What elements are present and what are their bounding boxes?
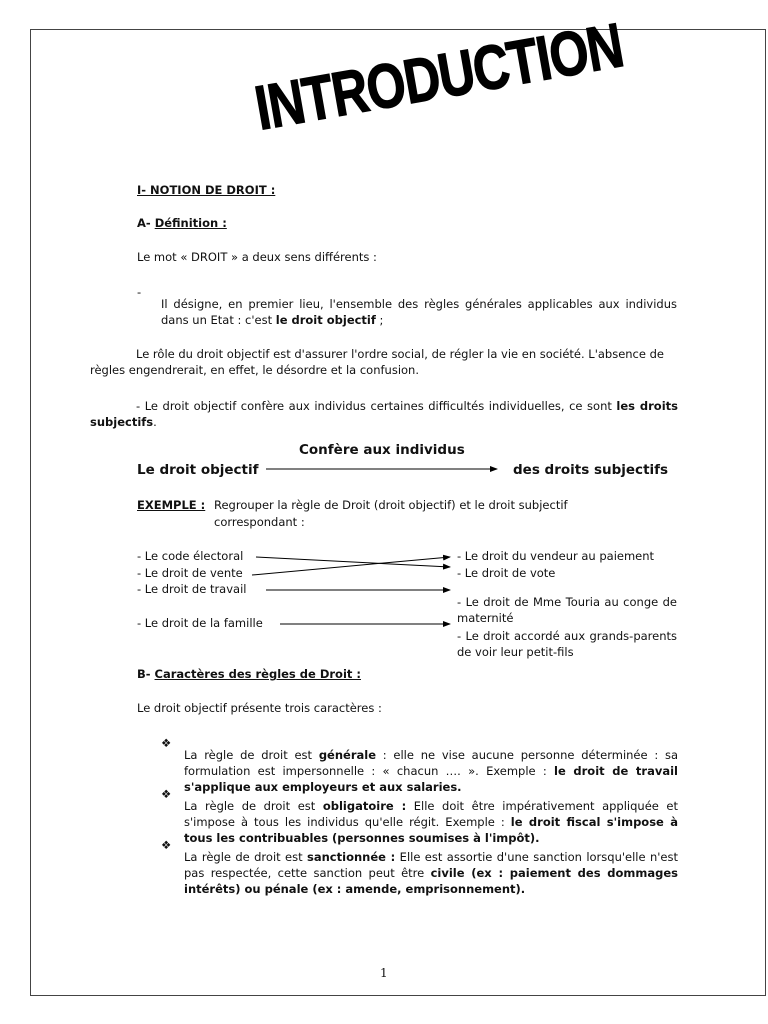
page-number: 1	[380, 966, 388, 980]
example-left-item: - Le droit de travail	[137, 582, 247, 596]
diamond-bullet-icon: ❖	[161, 838, 172, 852]
paragraph-4: - Le droit objectif confère aux individus certaines difficultés individuelles, ce sont les droits subjectifs.	[90, 398, 678, 429]
bullet-item: La règle de droit est sanctionnée : Elle est assortie d'une sanction lorsqu'elle n'est pas respectée, cette sanction peut être civile (ex : paiement des dommages intérêts) ou pénale (ex : amende, emprisonnement).	[184, 849, 678, 896]
example-right-item: - Le droit du vendeur au paiement	[457, 549, 655, 563]
paragraph-2: Il désigne, en premier lieu, l'ensemble des règles générales applicables aux individus dans un Etat : c'est le droit objectif ;	[161, 296, 677, 327]
diamond-bullet-icon: ❖	[161, 787, 172, 801]
example-line-2: correspondant :	[214, 515, 305, 529]
example-right-item: - Le droit accordé aux grands-parents de voir leur petit-fils	[457, 628, 677, 659]
subsection-b-heading: B- Caractères des règles de Droit :	[137, 667, 361, 681]
page-title: INTRODUCTION	[249, 10, 628, 144]
subsection-a-heading: A- Définition :	[137, 216, 227, 230]
paragraph-1: Le mot « DROIT » a deux sens différents :	[137, 250, 377, 264]
arrow-droit-vente	[252, 557, 450, 575]
diamond-bullet-icon: ❖	[161, 736, 172, 750]
paragraph-3: Le rôle du droit objectif est d'assurer l'ordre social, de régler la vie en société. L'absence de règles engendrerait, en effet, le désordre et la confusion.	[90, 346, 664, 377]
schema-left-label: Le droit objectif	[137, 462, 259, 478]
example-line-1: Regrouper la règle de Droit (droit objectif) et le droit subjectif	[214, 498, 568, 512]
schema-right-label: des droits subjectifs	[513, 462, 669, 478]
example-left-item: - Le droit de vente	[137, 566, 243, 580]
dash-marker: -	[137, 285, 142, 299]
example-right-item: - Le droit de vote	[457, 566, 556, 580]
example-label: EXEMPLE :	[137, 498, 206, 512]
bullet-item: La règle de droit est générale : elle ne vise aucune personne déterminée : sa formulation est impersonnelle : « chacun …. ». Exemple : le droit de travail s'applique aux employeurs et aux salaries.	[184, 747, 678, 794]
schema-top-label: Confère aux individus	[299, 442, 465, 458]
subsection-b-intro: Le droit objectif présente trois caractères :	[137, 701, 382, 715]
bullet-item: La règle de droit est obligatoire : Elle doit être impérativement appliquée et s'impose à tous les individus qu'elle régit. Exemple : le droit fiscal s'impose à tous les contribuables (personnes soumises à l'impôt).	[184, 798, 678, 845]
example-left-item: - Le droit de la famille	[137, 616, 263, 630]
example-right-item: - Le droit de Mme Touria au conge de maternité	[457, 594, 677, 625]
section-heading: I- NOTION DE DROIT :	[137, 183, 276, 197]
example-left-item: - Le code électoral	[137, 549, 244, 563]
